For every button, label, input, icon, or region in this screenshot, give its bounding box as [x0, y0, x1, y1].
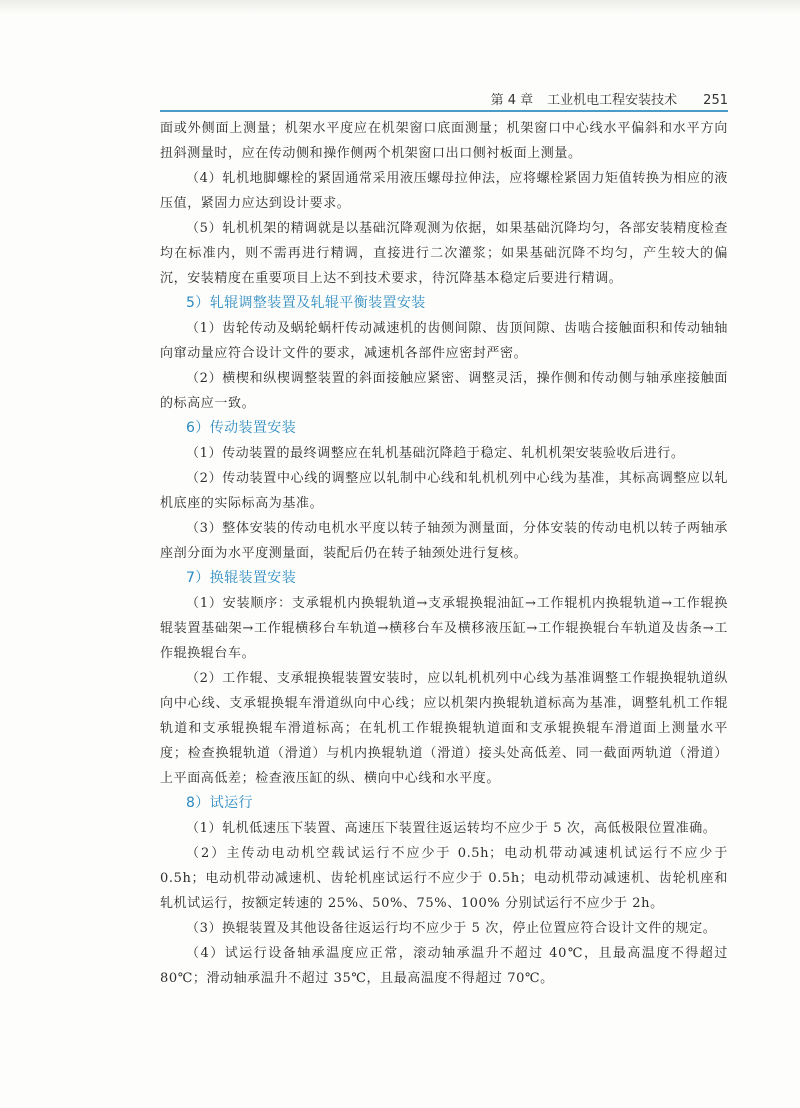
page-body — [160, 116, 728, 991]
section-heading: 8）试运行 — [186, 795, 253, 811]
paragraph: （3）换辊装置及其他设备往返运行均不应少于 5 次，停止位置应符合设计文件的规定。 — [186, 921, 717, 936]
running-header — [160, 86, 728, 108]
paragraph: （1）齿轮传动及蜗轮蜗杆传动减速机的齿侧间隙、齿顶间隙、齿啮合接触面积和传动轴轴向窜动量应符合设计文件的要求，减速机各部件应密封严密。 — [160, 321, 728, 361]
paragraph: （2）主传动电动机空载试运行不应少于 0.5h；电动机带动减速机试运行不应少于 0.5h；电动机带动减速机、齿轮机座试运行不应少于 0.5h；电动机带动减速机、齿轮机座和轧机试运行，按额定转速的 25%、50%、75%、100% 分别试运行不应少于 2h。 — [160, 846, 728, 911]
paragraph: （5）轧机机架的精调就是以基础沉降观测为依据，如果基础沉降均匀，各部安装精度检查均在标准内，则不需再进行精调，直接进行二次灌浆；如果基础沉降不均匀，产生较大的偏沉，安装精度在重要项目上达不到技术要求，待沉降基本稳定后要进行精调。 — [160, 221, 728, 286]
chapter-number: 第 4 章 — [490, 93, 534, 108]
scan-edge — [0, 0, 800, 14]
paragraph: （2）工作辊、支承辊换辊装置安装时，应以轧机机列中心线为基准调整工作辊换辊轨道纵向中心线、支承辊换辊车滑道纵向中心线；应以机架内换辊轨道标高为基准，调整轧机工作辊轨道和支承辊换辊车滑道标高；在轧机工作辊换辊轨道面和支承辊换辊车滑道面上测量水平度；检查换辊轨道（滑道）与机内换辊轨道（滑道）接头处高低差、同一截面两轨道（滑道）上平面高低差；检查液压缸的纵、横向中心线和水平度。 — [160, 671, 728, 786]
paragraph: （3）整体安装的传动电机水平度以转子轴颈为测量面，分体安装的传动电机以转子两轴承座剖分面为水平度测量面，装配后仍在转子轴颈处进行复核。 — [160, 521, 728, 561]
paragraph: （1）传动装置的最终调整应在轧机基础沉降趋于稳定、轧机机架安装验收后进行。 — [186, 446, 685, 461]
page-number: 251 — [703, 93, 728, 108]
section-heading: 5）轧辊调整装置及轧辊平衡装置安装 — [186, 295, 426, 311]
paragraph: 面或外侧面上测量；机架水平度应在机架窗口底面测量；机架窗口中心线水平偏斜和水平方向扭斜测量时，应在传动侧和操作侧两个机架窗口出口侧衬板面上测量。 — [160, 121, 728, 161]
chapter-title: 工业机电工程安装技术 — [547, 93, 678, 108]
section-heading: 6）传动装置安装 — [186, 420, 297, 436]
header-rule — [160, 110, 728, 112]
paragraph: （2）横楔和纵楔调整装置的斜面接触应紧密、调整灵活，操作侧和传动侧与轴承座接触面的标高应一致。 — [160, 371, 728, 411]
paragraph: （4）轧机地脚螺栓的紧固通常采用液压螺母拉伸法，应将螺栓紧固力矩值转换为相应的液压值，紧固力应达到设计要求。 — [160, 171, 728, 211]
paragraph: （4）试运行设备轴承温度应正常，滚动轴承温升不超过 40℃，且最高温度不得超过 80℃；滑动轴承温升不超过 35℃，且最高温度不得超过 70℃。 — [160, 946, 728, 986]
paragraph: （1）轧机低速压下装置、高速压下装置往返运转均不应少于 5 次，高低极限位置准确。 — [186, 821, 717, 836]
paragraph: （2）传动装置中心线的调整应以轧制中心线和轧机机列中心线为基准，其标高调整应以轧机底座的实际标高为基准。 — [160, 471, 728, 511]
paragraph: （1）安装顺序：支承辊机内换辊轨道→支承辊换辊油缸→工作辊机内换辊轨道→工作辊换辊装置基础架→工作辊横移台车轨道→横移台车及横移液压缸→工作辊换辊台车轨道及齿条→工作辊换辊台车。 — [160, 596, 728, 661]
section-heading: 7）换辊装置安装 — [186, 570, 297, 586]
